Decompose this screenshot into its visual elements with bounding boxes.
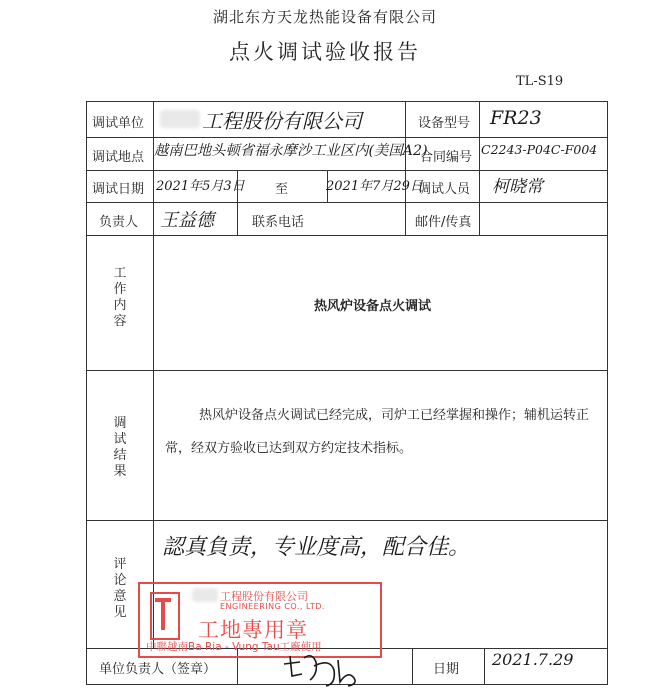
responsible-label: 负责人: [99, 215, 139, 230]
signature-scribble-icon: [282, 650, 362, 690]
redacted-region: [160, 110, 200, 128]
date-to-label: 至: [275, 182, 289, 197]
unit-head-label: 单位负责人（签章）: [99, 662, 217, 677]
model-label: 设备型号: [418, 116, 471, 131]
stamp-bottom-text: 中聯越南Ba Ria - Vung Tau工廠使用: [146, 641, 322, 653]
site-seal-stamp: [138, 582, 382, 658]
result-line-1: 热风炉设备点火调试已经完成，司炉工已经掌握和操作；辅机运转正: [199, 408, 590, 423]
comment-label: 评 论 意 见: [113, 557, 127, 620]
result-line-2: 常，经双方验收已达到双方约定技术指标。: [165, 441, 413, 456]
contract-label: 合同编号: [420, 150, 473, 165]
responsible-value: 王益德: [160, 210, 214, 231]
unit-label: 调试单位: [92, 116, 145, 131]
stamp-seal-text: 工地專用章: [198, 618, 308, 642]
unit-value: 工程股份有限公司: [202, 109, 362, 133]
start-date: 2021年5月3日: [156, 179, 245, 194]
result-label: 调 试 结 果: [113, 416, 127, 479]
document-code: TL-S19: [516, 74, 564, 89]
document-title: 点火调试验收报告: [229, 40, 421, 64]
signature: [282, 650, 362, 696]
company-name: 湖北东方天龙热能设备有限公司: [212, 8, 437, 26]
date-label: 调试日期: [92, 182, 145, 197]
location-value: 越南巴地头顿省福永摩沙工业区内(美国A2): [154, 143, 428, 159]
phone-label: 联系电话: [252, 215, 305, 230]
work-content-label: 工 作 内 容: [113, 266, 127, 329]
end-date: 2021年7月29日: [326, 179, 423, 194]
stamp-english: ENGINEERING CO., LTD.: [220, 602, 325, 611]
comment-value: 認真負责，专业度高，配合佳。: [162, 535, 471, 560]
work-content-value: 热风炉设备点火调试: [314, 299, 432, 314]
location-label: 调试地点: [92, 150, 145, 165]
model-value: FR23: [490, 107, 542, 129]
personnel-value: 柯晓常: [492, 177, 543, 197]
sign-date-label: 日期: [433, 662, 460, 677]
sign-date-value: 2021.7.29: [492, 650, 574, 669]
contract-value: C2243-P04C-F004: [481, 142, 598, 157]
mail-fax-label: 邮件/传真: [415, 215, 472, 230]
stamp-company: 工程股份有限公司: [220, 590, 308, 603]
personnel-label: 调试人员: [418, 182, 471, 197]
